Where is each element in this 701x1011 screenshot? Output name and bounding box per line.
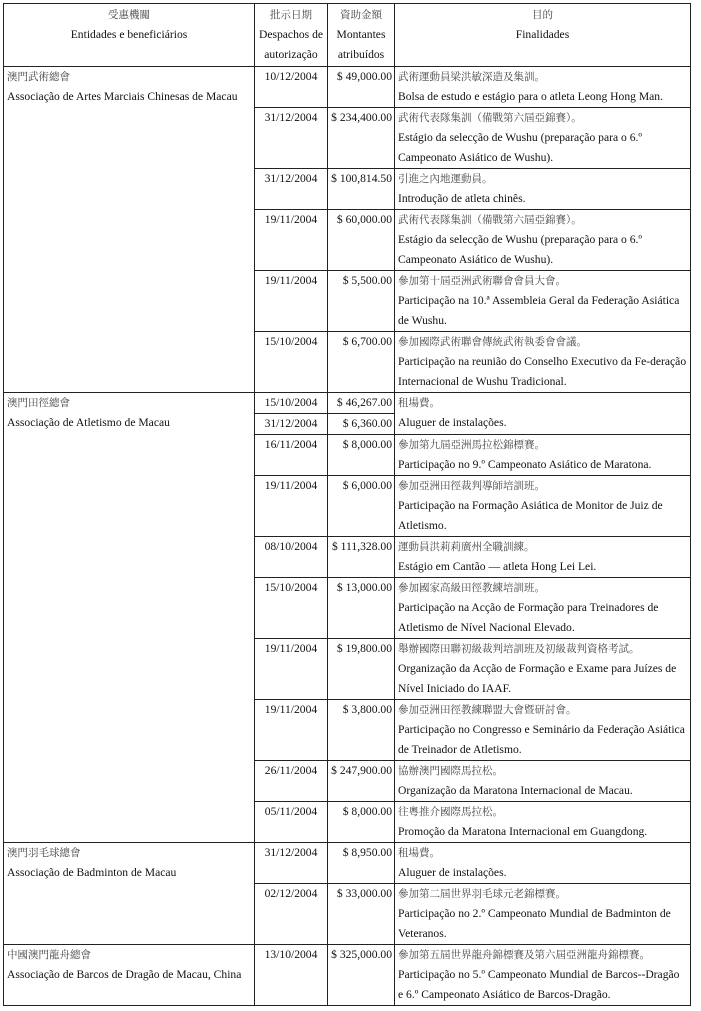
amount-cell: [328, 700, 395, 761]
purpose-zh: 租場費。: [398, 847, 440, 859]
purpose-zh: 參加第二屆世界羽毛球元老錦標賽。: [398, 888, 566, 900]
header-date: [255, 4, 328, 67]
purpose-zh: 武術代表隊集訓（備戰第六屆亞錦賽）。: [398, 214, 582, 226]
purpose-zh: 參加國家高級田徑教練培訓班。: [398, 582, 545, 594]
purpose-zh: 參加第九屆亞洲馬拉松錦標賽。: [398, 439, 545, 451]
date-cell: [255, 884, 328, 945]
purpose-cell: [395, 578, 691, 639]
authorization-date: 05/11/2004: [264, 805, 318, 818]
amount-cell: [328, 802, 395, 843]
purpose-zh: 協辦澳門國際馬拉松。: [398, 765, 503, 777]
purpose-cell: [395, 169, 691, 210]
authorization-date: 26/11/2004: [264, 764, 318, 777]
date-cell: [255, 67, 328, 108]
grant-amount: $ 8,000.00: [342, 805, 392, 818]
grants-table: [3, 3, 691, 1006]
entity-cell: [4, 945, 255, 1006]
entity-name-zh: 澳門羽毛球總會: [7, 847, 81, 859]
purpose-zh: 往粵推介國際馬拉松。: [398, 806, 503, 818]
date-cell: [255, 435, 328, 476]
table-header-row: [4, 4, 691, 67]
table-row: [4, 945, 691, 1006]
purpose-cell: [395, 884, 691, 945]
purpose-zh: 運動員洪莉莉廣州全職訓練。: [398, 541, 535, 553]
purpose-pt: Introdução de atleta chinês.: [398, 192, 526, 205]
purpose-cell: [395, 945, 691, 1006]
entity-cell: [4, 843, 255, 945]
purpose-zh: 引進之內地運動員。: [398, 173, 493, 185]
amount-cell: [328, 578, 395, 639]
header-entity-pt: Entidades e beneficiários: [70, 28, 188, 41]
header-date-pt: Despachos de autorização: [258, 28, 324, 61]
purpose-cell: [395, 332, 691, 393]
header-amount-zh: 資助金額: [340, 9, 382, 21]
date-cell: [255, 945, 328, 1006]
date-cell: [255, 393, 328, 435]
authorization-date: 02/12/2004: [264, 887, 318, 900]
grant-amount: $ 247,900.00: [331, 764, 392, 777]
date-cell: [255, 271, 328, 332]
purpose-zh: 武術運動員梁洪敏深造及集訓。: [398, 71, 545, 83]
grant-amount: $ 60,000.00: [336, 213, 392, 226]
authorization-date: 31/12/2004: [264, 846, 318, 859]
authorization-date: 08/10/2004: [264, 540, 318, 553]
purpose-pt: Estágio em Cantão — atleta Hong Lei Lei.: [398, 560, 597, 573]
date-cell: [255, 802, 328, 843]
purpose-pt: Estágio da selecção de Wushu (preparação para o 6.º Campeonato Asiático de Wushu).: [398, 131, 643, 164]
grant-amount: $ 46,267.00: [328, 393, 394, 414]
purpose-cell: [395, 639, 691, 700]
header-purpose-pt: Finalidades: [515, 28, 570, 41]
purpose-cell: [395, 843, 691, 884]
grant-amount: $ 6,700.00: [342, 335, 392, 348]
authorization-date: 19/11/2004: [264, 213, 318, 226]
grant-amount: $ 5,500.00: [342, 274, 392, 287]
purpose-pt: Participação na Formação Asiática de Monitor de Juiz de Atletismo.: [398, 499, 663, 532]
authorization-date: 16/11/2004: [264, 438, 318, 451]
purpose-cell: [395, 802, 691, 843]
amount-cell: [328, 271, 395, 332]
grant-amount: $ 6,000.00: [342, 479, 392, 492]
date-cell: [255, 332, 328, 393]
entity-name-zh: 澳門田徑總會: [7, 397, 70, 409]
purpose-pt: Participação no 5.º Campeonato Mundial de Barcos--Dragão e 6.º Campeonato Asiático de Barcos-Dragão.: [398, 968, 680, 1001]
amount-cell: [328, 67, 395, 108]
authorization-date: 31/12/2004: [264, 417, 318, 430]
amount-cell: [328, 945, 395, 1006]
entity-name-pt: Associação de Artes Marciais Chinesas de Macau: [7, 90, 238, 103]
amount-cell: [328, 393, 395, 435]
purpose-pt: Organização da Acção de Formação e Exame para Juízes de Nível Iniciado do IAAF.: [398, 662, 677, 695]
authorization-date: 31/12/2004: [264, 111, 318, 124]
header-amount: [328, 4, 395, 67]
grant-amount: $ 8,950.00: [342, 846, 392, 859]
purpose-pt: Estágio da selecção de Wushu (preparação para o 6.º Campeonato Asiático de Wushu).: [398, 233, 643, 266]
date-cell: [255, 639, 328, 700]
purpose-cell: [395, 210, 691, 271]
entity-name-pt: Associação de Barcos de Dragão de Macau, China: [7, 968, 242, 981]
purpose-pt: Participação na Acção de Formação para Treinadores de Atletismo de Nível Nacional Elevado.: [398, 601, 659, 634]
header-purpose-zh: 目的: [532, 9, 553, 21]
purpose-cell: [395, 108, 691, 169]
grant-amount: $ 49,000.00: [336, 70, 392, 83]
authorization-date: 15/10/2004: [255, 393, 327, 414]
date-cell: [255, 476, 328, 537]
grant-amount: $ 13,000.00: [336, 581, 392, 594]
authorization-date: 19/11/2004: [264, 274, 318, 287]
purpose-zh: 參加第五屆世界龍舟錦標賽及第六屆亞洲龍舟錦標賽。: [398, 949, 650, 961]
purpose-pt: Participação no Congresso e Seminário da Federação Asiática de Treinador de Atletismo.: [398, 723, 685, 756]
purpose-pt: Participação na reunião do Conselho Executivo da Fe-deração Internacional de Wushu Tradicional.: [398, 355, 687, 388]
header-date-zh: 批示日期: [270, 9, 312, 21]
amount-cell: [328, 210, 395, 271]
grant-amount: $ 3,800.00: [342, 703, 392, 716]
authorization-date: 19/11/2004: [264, 703, 318, 716]
purpose-cell: [395, 761, 691, 802]
purpose-zh: 參加第十屆亞洲武術聯會會員大會。: [398, 275, 566, 287]
purpose-pt: Participação na 10.ª Assembleia Geral da Federação Asiática de Wushu.: [398, 294, 680, 327]
date-cell: [255, 578, 328, 639]
amount-cell: [328, 169, 395, 210]
date-cell: [255, 169, 328, 210]
entity-cell: [4, 393, 255, 843]
amount-cell: [328, 108, 395, 169]
purpose-pt: Aluguer de instalações.: [398, 416, 507, 429]
purpose-pt: Organização da Maratona Internacional de Macau.: [398, 784, 633, 797]
purpose-cell: [395, 476, 691, 537]
amount-cell: [328, 435, 395, 476]
header-entity-zh: 受惠機關: [108, 9, 150, 21]
amount-cell: [328, 843, 395, 884]
purpose-pt: Participação no 9.º Campeonato Asiático de Maratona.: [398, 458, 652, 471]
authorization-date: 10/12/2004: [264, 70, 318, 83]
purpose-zh: 參加亞洲田徑裁判導師培訓班。: [398, 480, 545, 492]
purpose-zh: 參加亞洲田徑教練聯盟大會暨研討會。: [398, 704, 577, 716]
date-cell: [255, 843, 328, 884]
amount-cell: [328, 476, 395, 537]
date-cell: [255, 700, 328, 761]
authorization-date: 15/10/2004: [264, 335, 318, 348]
purpose-pt: Bolsa de estudo e estágio para o atleta Leong Hong Man.: [398, 90, 663, 103]
grant-amount: $ 111,328.00: [331, 540, 392, 553]
grant-amount: $ 8,000.00: [342, 438, 392, 451]
entity-name-pt: Associação de Badminton de Macau: [7, 866, 177, 879]
date-cell: [255, 537, 328, 578]
header-purpose: [395, 4, 691, 67]
grant-amount: $ 33,000.00: [336, 887, 392, 900]
purpose-cell: [395, 67, 691, 108]
purpose-pt: Aluguer de instalações.: [398, 866, 507, 879]
purpose-zh: 武術代表隊集訓（備戰第六屆亞錦賽）。: [398, 112, 582, 124]
grant-amount: $ 19,800.00: [336, 642, 392, 655]
authorization-date: 31/12/2004: [264, 172, 318, 185]
date-cell: [255, 108, 328, 169]
header-amount-pt: Montantes atribuídos: [336, 28, 386, 61]
purpose-cell: [395, 271, 691, 332]
purpose-cell: [395, 537, 691, 578]
table-body: [4, 67, 691, 1006]
table-row: [4, 843, 691, 884]
purpose-cell: [395, 435, 691, 476]
amount-cell: [328, 884, 395, 945]
purpose-zh: 租場費。: [398, 397, 440, 409]
grant-amount: $ 100,814.50: [331, 172, 392, 185]
header-entity: [4, 4, 255, 67]
authorization-date: 19/11/2004: [264, 642, 318, 655]
grant-amount: $ 325,000.00: [331, 948, 392, 961]
amount-cell: [328, 639, 395, 700]
entity-name-zh: 中國澳門龍舟總會: [7, 949, 91, 961]
authorization-date: 15/10/2004: [264, 581, 318, 594]
authorization-date: 13/10/2004: [264, 948, 318, 961]
grant-amount: $ 234,400.00: [331, 111, 392, 124]
amount-cell: [328, 332, 395, 393]
purpose-cell: [395, 393, 691, 435]
amount-cell: [328, 537, 395, 578]
entity-name-zh: 澳門武術總會: [7, 71, 70, 83]
grant-amount: $ 6,360.00: [342, 417, 392, 430]
table-row: [4, 67, 691, 108]
table-row: [4, 393, 691, 435]
entity-name-pt: Associação de Atletismo de Macau: [7, 416, 170, 429]
purpose-zh: 舉辦國際田聯初級裁判培訓班及初級裁判資格考試。: [398, 643, 640, 655]
purpose-zh: 參加國際武術聯會傳統武術執委會會議。: [398, 336, 587, 348]
purpose-cell: [395, 700, 691, 761]
amount-cell: [328, 761, 395, 802]
date-cell: [255, 210, 328, 271]
date-cell: [255, 761, 328, 802]
purpose-pt: Promoção da Maratona Internacional em Guangdong.: [398, 825, 648, 838]
purpose-pt: Participação no 2.º Campeonato Mundial de Badminton de Veteranos.: [398, 907, 671, 940]
entity-cell: [4, 67, 255, 393]
authorization-date: 19/11/2004: [264, 479, 318, 492]
